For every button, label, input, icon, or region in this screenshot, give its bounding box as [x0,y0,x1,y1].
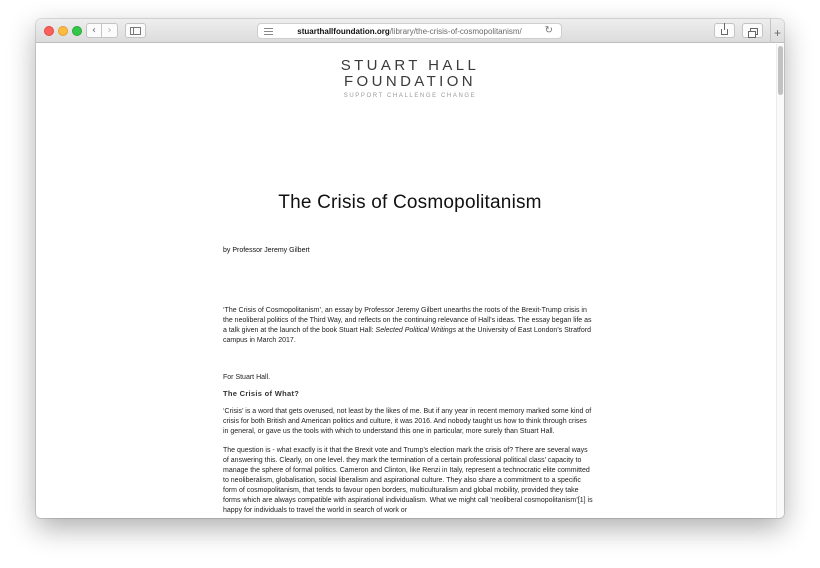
page-title: The Crisis of Cosmopolitanism [278,192,542,213]
chevron-right-icon: › [107,24,112,36]
close-window-button[interactable] [44,26,54,36]
scrollbar-thumb[interactable] [778,46,783,95]
url-domain: stuarthallfoundation.org [297,26,390,36]
plus-icon: + [773,26,781,40]
vertical-scrollbar[interactable] [776,44,784,518]
forward-button[interactable] [102,23,118,38]
body-paragraph-2: The question is - what exactly is it that the Brexit vote and Trump’s election mark the crisis of? There are several ways of answering this. Clearly, on one level. they mark the termination of a certain professional political class’ capacity to manage the sphere of formal politics. Cameron and Clinton, like Renzi in Italy, represent a technocratic elite committed to neoliberalism, globalisation, social liberalism and aspirational culture. They also share a commitment to a specific form of cosmopolitanism, that tends to favour open borders, multiculturalism and global mobility, provided they take forms which are always compatible with aspirational individualism. What we might call ‘neoliberal cosmopolitanism’[1] is happy for individuals to travel the world in search of work or [223,447,593,514]
section-heading: The Crisis of What? [223,389,300,398]
sidebar-icon [130,27,141,35]
browser-toolbar [36,19,784,43]
tabs-icon [750,28,758,35]
share-icon [721,29,728,35]
tab-overview-button[interactable] [742,23,763,38]
intro-paragraph: ‘The Crisis of Cosmopolitanism’, an essay by Professor Jeremy Gilbert unearths the roots of the Brexit-Trump crisis in the neoliberal politics of the Third Way, and reflects on the continuing relevance of Hall’s ideas. The essay began life as a talk given at the launch of the book Stuart Hall: Selected Political Writings at the University of East London’s Stratford campus in March 2017. [223,307,592,344]
logo-tagline: SUPPORT CHALLENGE CHANGE [343,93,477,99]
sidebar-toggle-button[interactable] [125,23,146,38]
page-content [36,44,776,518]
logo-line-2: FOUNDATION [343,73,477,90]
reload-icon[interactable]: ↻ [544,25,553,36]
new-tab-button[interactable] [770,19,784,43]
minimize-window-button[interactable] [58,26,68,36]
chevron-left-icon: ‹ [92,24,96,36]
browser-window [36,19,784,518]
back-button[interactable] [86,23,102,38]
site-logo[interactable] [36,58,776,99]
logo-line-1: STUART HALL [340,57,480,74]
reader-view-icon[interactable] [264,28,273,35]
url-text [297,27,521,36]
share-button[interactable] [714,23,735,38]
book-title: Selected Political Writings [375,327,457,334]
body-paragraph-1: ‘Crisis’ is a word that gets overused, not least by the likes of me. But if any year in recent memory marked some kind of crisis for both British and American politics and culture, it was 2016. And nobody taught us how to think through crises in general, or gave us the tools with which to understand this one in particular, more surely than Stuart Hall. [223,408,592,435]
byline: by Professor Jeremy Gilbert [223,247,310,254]
zoom-window-button[interactable] [72,26,82,36]
url-path: /library/the-crisis-of-cosmopolitanism/ [389,26,522,36]
address-bar[interactable] [257,23,562,39]
dedication: For Stuart Hall. [223,374,271,381]
article-body [223,306,593,518]
